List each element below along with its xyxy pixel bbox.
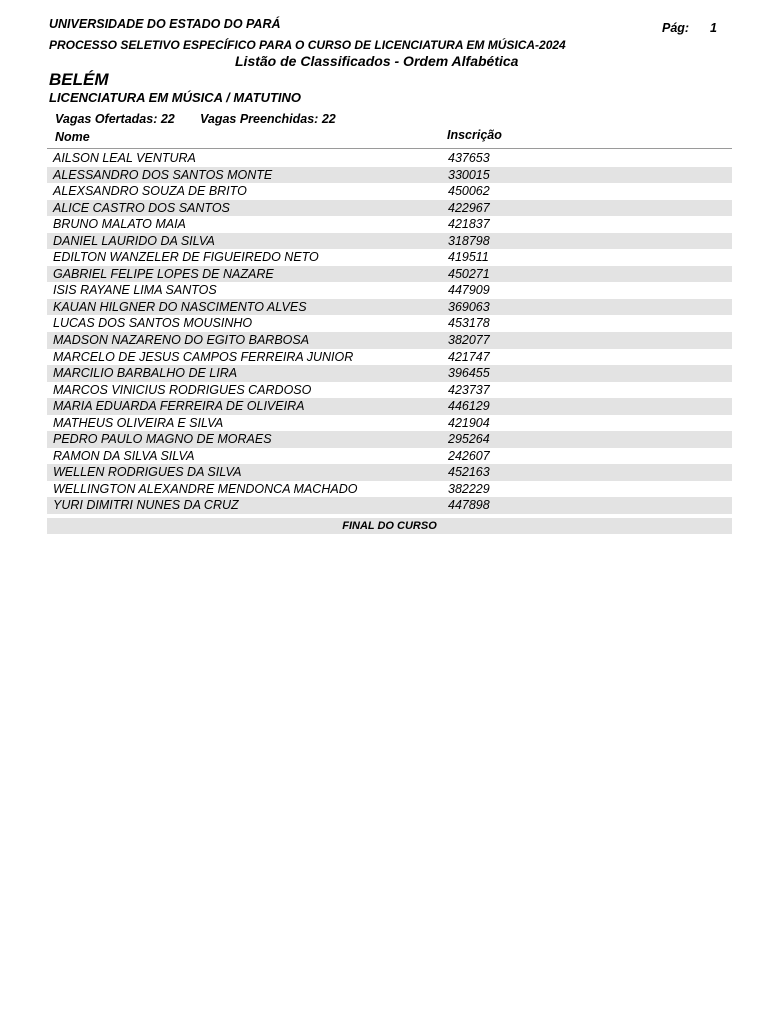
row-name: MARCILIO BARBALHO DE LIRA — [53, 366, 238, 381]
table-row — [47, 365, 732, 382]
row-inscricao: 421747 — [448, 349, 490, 364]
row-name: ALICE CASTRO DOS SANTOS — [53, 200, 230, 215]
row-name: ALEXSANDRO SOUZA DE BRITO — [53, 184, 247, 199]
row-name: EDILTON WANZELER DE FIGUEIREDO NETO — [53, 250, 319, 265]
table-row — [47, 216, 732, 233]
table-row — [47, 266, 732, 283]
table-row — [47, 431, 732, 448]
row-name: MATHEUS OLIVEIRA E SILVA — [53, 415, 224, 430]
row-inscricao: 242607 — [448, 448, 490, 463]
row-name: WELLINGTON ALEXANDRE MENDONCA MACHADO — [53, 481, 358, 496]
row-inscricao: 437653 — [448, 151, 490, 165]
end-of-course-bar — [47, 518, 732, 534]
table-row — [47, 282, 732, 299]
row-inscricao: 446129 — [448, 399, 490, 414]
row-inscricao: 421904 — [448, 415, 490, 430]
row-name: ALESSANDRO DOS SANTOS MONTE — [53, 167, 273, 182]
page-number: 1 — [710, 21, 717, 35]
row-name: AILSON LEAL VENTURA — [53, 151, 196, 165]
table-row — [47, 233, 732, 250]
row-name: DANIEL LAURIDO DA SILVA — [53, 233, 215, 248]
row-inscricao: 453178 — [448, 316, 490, 331]
city-heading: BELÉM — [49, 70, 109, 89]
header-divider — [47, 148, 732, 149]
end-of-course-label: FINAL DO CURSO — [342, 520, 437, 532]
row-inscricao: 447909 — [448, 283, 490, 298]
row-inscricao: 452163 — [448, 465, 490, 480]
table-row — [47, 150, 732, 167]
table-row — [47, 167, 732, 184]
row-inscricao: 450271 — [448, 266, 490, 281]
vagas-preenchidas: Vagas Preenchidas: 22 — [200, 112, 336, 126]
row-inscricao: 423737 — [448, 382, 490, 397]
row-inscricao: 330015 — [448, 167, 490, 182]
table-row — [47, 200, 732, 217]
process-title: PROCESSO SELETIVO ESPECÍFICO PARA O CURSO DE LICENCIATURA EM MÚSICA-2024 — [49, 38, 566, 52]
table-row — [47, 464, 732, 481]
row-inscricao: 422967 — [448, 200, 490, 215]
table-row — [47, 299, 732, 316]
vagas-ofertadas: Vagas Ofertadas: 22 — [55, 112, 175, 126]
row-name: MARCELO DE JESUS CAMPOS FERREIRA JUNIOR — [53, 349, 354, 364]
row-inscricao: 421837 — [448, 217, 490, 232]
row-inscricao: 318798 — [448, 233, 490, 248]
page-label: Pág: — [662, 21, 690, 35]
table-row — [47, 448, 732, 465]
row-name: KAUAN HILGNER DO NASCIMENTO ALVES — [53, 299, 307, 314]
table-row — [47, 332, 732, 349]
table-row — [47, 497, 732, 514]
row-name: MARIA EDUARDA FERREIRA DE OLIVEIRA — [53, 399, 305, 414]
table-row — [47, 382, 732, 399]
row-name: MADSON NAZARENO DO EGITO BARBOSA — [53, 333, 310, 348]
column-header-inscricao: Inscrição — [447, 128, 502, 142]
row-name: YURI DIMITRI NUNES DA CRUZ — [53, 498, 239, 513]
row-inscricao: 447898 — [448, 498, 490, 513]
table-row — [47, 398, 732, 415]
list-title: Listão de Classificados - Ordem Alfabética — [235, 53, 519, 69]
row-name: MARCOS VINICIUS RODRIGUES CARDOSO — [53, 382, 312, 397]
row-inscricao: 396455 — [448, 366, 490, 381]
university-name: UNIVERSIDADE DO ESTADO DO PARÁ — [49, 17, 281, 31]
classified-list — [47, 150, 732, 514]
row-inscricao: 369063 — [448, 299, 490, 314]
row-inscricao: 419511 — [448, 250, 489, 265]
row-name: WELLEN RODRIGUES DA SILVA — [53, 465, 242, 480]
table-row — [47, 481, 732, 498]
row-inscricao: 382229 — [448, 481, 490, 496]
row-name: PEDRO PAULO MAGNO DE MORAES — [53, 432, 272, 447]
row-name: GABRIEL FELIPE LOPES DE NAZARE — [53, 266, 274, 281]
row-inscricao: 295264 — [448, 432, 490, 447]
row-name: BRUNO MALATO MAIA — [53, 217, 186, 232]
column-header-name: Nome — [55, 130, 90, 144]
table-row — [47, 315, 732, 332]
row-inscricao: 450062 — [448, 184, 490, 199]
row-inscricao: 382077 — [448, 333, 490, 348]
table-row — [47, 415, 732, 432]
row-name: RAMON DA SILVA SILVA — [53, 448, 195, 463]
course-heading: LICENCIATURA EM MÚSICA / MATUTINO — [49, 90, 302, 105]
row-name: ISIS RAYANE LIMA SANTOS — [53, 283, 217, 298]
table-row — [47, 249, 732, 266]
row-name: LUCAS DOS SANTOS MOUSINHO — [53, 316, 253, 331]
table-row — [47, 349, 732, 366]
table-row — [47, 183, 732, 200]
